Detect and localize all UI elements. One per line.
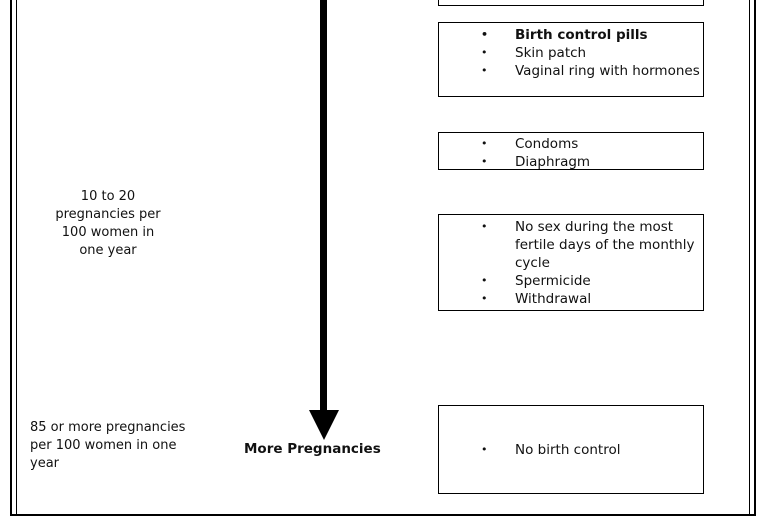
box-hormonal	[438, 22, 704, 97]
list-item	[439, 272, 703, 290]
box-behavioral	[438, 214, 704, 311]
list-item-text: Diaphragm	[515, 154, 591, 170]
list-item-text: Withdrawal	[515, 291, 592, 307]
list-item	[439, 290, 703, 308]
list-item	[439, 441, 703, 459]
bullet-icon: •	[481, 64, 488, 77]
box-no-method	[438, 405, 704, 494]
bullet-icon: •	[481, 155, 488, 168]
note-bottom-text: 85 or more pregnancies per 100 women in one year	[30, 420, 186, 471]
list-item	[439, 218, 703, 272]
bullet-icon: •	[481, 274, 488, 287]
bullet-icon: •	[481, 46, 488, 59]
bullet-icon: •	[481, 292, 488, 305]
list-item-text: Birth control pills	[515, 27, 648, 43]
list-item	[439, 153, 703, 171]
bullet-icon: •	[481, 220, 488, 233]
list-item	[439, 0, 703, 1]
box-barrier	[438, 132, 704, 170]
bullet-icon: •	[481, 28, 489, 41]
bullet-icon: •	[481, 137, 488, 150]
list-item-text: Skin patch	[515, 45, 587, 61]
list-item	[439, 62, 703, 80]
list-item-text: No sex during the most fertile days of the monthly cycle	[515, 219, 695, 271]
list-item-text: Condoms	[515, 136, 579, 152]
list-item	[439, 44, 703, 62]
list-item-text: Vaginal ring with hormones	[515, 63, 700, 79]
down-arrow-icon	[300, 0, 348, 445]
list-item-text: No birth control	[515, 441, 621, 458]
list-item-text: Spermicide	[515, 273, 591, 289]
bullet-icon	[481, 0, 488, 1]
note-bottom	[30, 419, 200, 473]
bullet-icon: •	[481, 442, 488, 456]
note-middle-text: 10 to 20 pregnancies per 100 women in one year	[55, 189, 161, 258]
arrow-label: More Pregnancies	[244, 441, 381, 457]
list-item	[439, 26, 703, 44]
list-item	[439, 135, 703, 153]
box-sterilization	[438, 0, 704, 6]
note-middle	[48, 188, 168, 260]
